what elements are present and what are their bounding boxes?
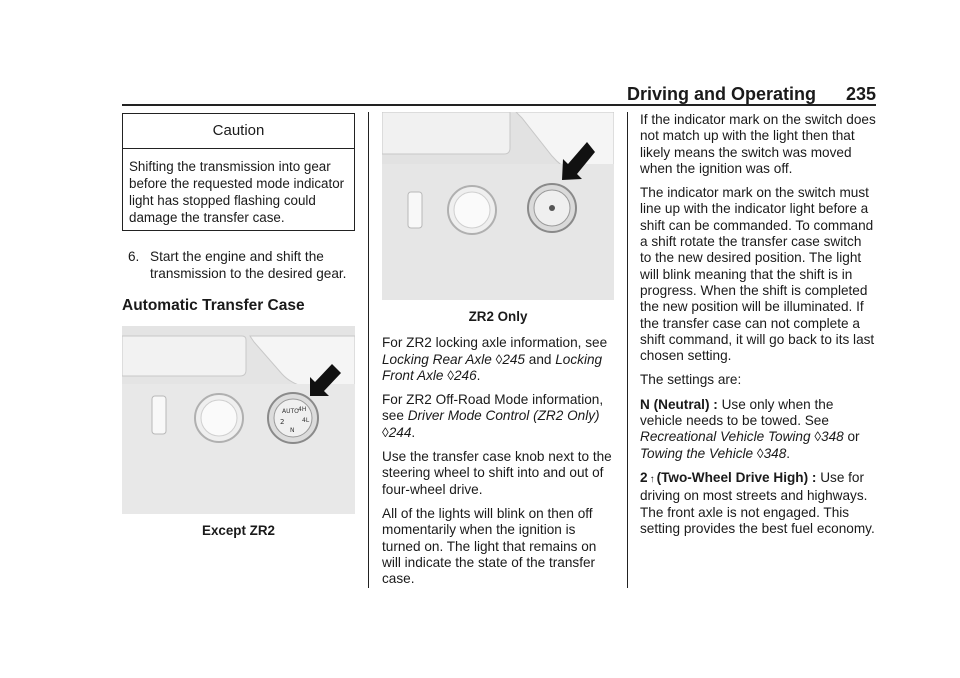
setting-neutral: N (Neutral) : Use only when the vehicle needs to be towed. See Recreational Vehicle Towing ◊348 or Towing the Vehicle ◊348. [640, 396, 860, 461]
page-ref-244[interactable]: 244 [388, 424, 412, 440]
paragraph-lights-blink: All of the lights will blink on then off momentarily when the ignition is turned on. The light that remains on will indicate the state of the transfer case. [382, 505, 597, 587]
zr2-transfer-case-illustration [382, 112, 614, 300]
setting-two-high: 2 ↑ (Two-Wheel Drive High) : Use for driving on most streets and highways. The front axle is not engaged. This setting provides the best fuel economy. [640, 469, 875, 536]
figure-zr2-only [382, 112, 614, 300]
page-ref-348[interactable]: 348 [821, 429, 844, 445]
caution-text: Shifting the transmission into gear before the requested mode indicator light has stopped flashing could damage the transfer case. [129, 159, 345, 226]
column-3 [640, 112, 876, 545]
paragraph-offroad-mode: For ZR2 Off-Road Mode information, see Driver Mode Control (ZR2 Only) ◊244. [382, 392, 604, 440]
column-divider [368, 112, 369, 588]
term-two-high: (Two-Wheel Drive High) : [656, 469, 817, 485]
term-two-high-num: 2 [640, 469, 648, 485]
knob-label-2: 2 [280, 418, 285, 427]
column-divider [627, 112, 628, 588]
paragraph-command-shift: The indicator mark on the switch must line up with the indicator light before a shift can be commanded. To command a shift rotate the transfer case switch to the new desired position. The light will blink meaning that the shift is in progress. When the shift is completed the new position will be illuminated. If the transfer case can not complete a shift command, it will go back to its last chosen setting. [640, 185, 875, 364]
page-ref-icon: ◊ [447, 367, 454, 383]
section-title: Driving and Operating [626, 84, 816, 104]
link-driver-mode-control[interactable]: Driver Mode Control (ZR2 Only) [407, 408, 600, 424]
transfer-case-illustration [122, 326, 355, 514]
term-neutral: N (Neutral) : [640, 396, 718, 412]
figure-caption: Except ZR2 [202, 523, 275, 539]
step-number: 6. [128, 249, 140, 265]
figure-caption: ZR2 Only [468, 309, 528, 324]
page-number: 235 [845, 84, 876, 104]
paragraph-knob-usage: Use the transfer case knob next to the steering wheel to shift into and out of four-wheel drive. [382, 449, 612, 497]
paragraph-axle-info: For ZR2 locking axle information, see Locking Rear Axle ◊245 and Locking Front Axle ◊246. [382, 335, 608, 383]
column-1 [122, 112, 355, 539]
page-ref-245[interactable]: 245 [502, 351, 525, 367]
knob-label-4l: 4L [302, 417, 310, 425]
page-ref-icon: ◊ [382, 424, 389, 440]
paragraph-settings-intro: The settings are: [640, 372, 742, 388]
page-ref-icon: ◊ [756, 445, 764, 461]
caution-box [122, 113, 355, 231]
step-6 [122, 249, 355, 282]
caution-title: Caution [123, 114, 354, 149]
link-recreational-vehicle-towing[interactable]: Recreational Vehicle Towing [640, 429, 811, 445]
link-locking-front-axle[interactable]: Locking Front Axle [382, 351, 603, 383]
knob-label-4h: 4H [298, 406, 307, 414]
page-ref-246[interactable]: 246 [453, 367, 477, 383]
link-locking-rear-axle[interactable]: Locking Rear Axle [382, 351, 492, 367]
figure-except-zr2 [122, 326, 355, 514]
step-text: Start the engine and shift the transmission to the desired gear. [150, 249, 347, 281]
knob-label-n: N [290, 427, 295, 435]
knob-label-auto: AUTO [282, 408, 299, 416]
header-rule [122, 104, 876, 106]
page-ref-icon: ◊ [814, 429, 822, 445]
up-arrow-icon: ↑ [649, 473, 655, 485]
section-heading: Automatic Transfer Case [122, 296, 305, 314]
page-header [122, 82, 876, 106]
paragraph-indicator-mismatch: If the indicator mark on the switch does not match up with the light then that likely means the switch was moved when the ignition was off. [640, 112, 876, 176]
page-ref-icon: ◊ [495, 351, 503, 367]
column-2 [382, 112, 614, 595]
page-ref-348[interactable]: 348 [763, 445, 787, 461]
link-towing-the-vehicle[interactable]: Towing the Vehicle [640, 445, 754, 461]
